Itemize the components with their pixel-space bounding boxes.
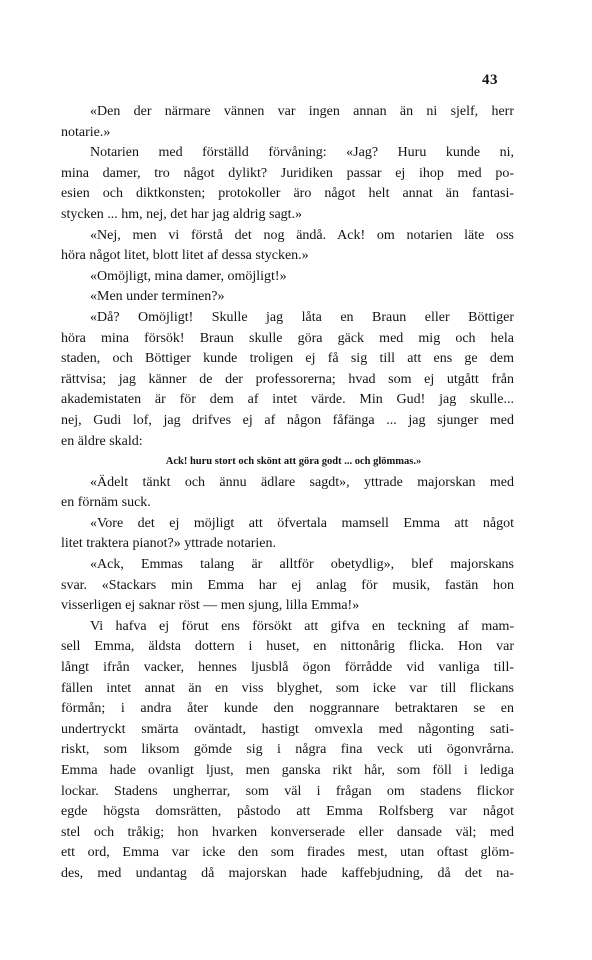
text-line: stel och tråkig; hon hvarken konverserade eller dansade väl; med bbox=[61, 824, 514, 840]
text-line: sell Emma, äldsta dottern i huset, en nittonårig flicka. Hon var bbox=[61, 639, 514, 655]
text-line: ett ord, Emma var icke den som firades mest, utan oftast glöm- bbox=[61, 845, 514, 861]
text-line: litet traktera pianot?» yttrade notarien. bbox=[61, 536, 276, 552]
text-line: lockar. Stadens ungherrar, som väl i frågan om stadens flickor bbox=[61, 783, 514, 799]
text-line: «Den der närmare vännen var ingen annan än ni sjelf, herr bbox=[90, 104, 514, 119]
text-line: staden, och Böttiger kunde troligen ej få sig till att ens ge dem bbox=[61, 351, 514, 367]
text-line: riskt, som liksom gömde sig i några fina veck uti ögonvrårna. bbox=[61, 742, 514, 758]
text-line: fällen intet annat än en viss blyghet, som icke var till flickans bbox=[61, 680, 514, 696]
text-line: Notarien med förställd förvåning: «Jag? Huru kunde ni, bbox=[90, 145, 514, 161]
text-line: des, med undantag då majorskan hade kaffebjudning, då det na- bbox=[61, 865, 514, 881]
text-line: «Då? Omöjligt! Skulle jag låta en Braun eller Böttiger bbox=[90, 309, 514, 325]
text-line: rättvisa; jag känner de der professorerna; hvad som ej utgått från bbox=[61, 371, 514, 387]
page-number: 43 bbox=[482, 72, 498, 88]
text-line: egde högsta domsrätten, påstodo att Emma Rolfsberg var något bbox=[61, 804, 514, 820]
text-line: «Ädelt tänkt och ännu ädlare sagdt», yttrade majorskan med bbox=[90, 474, 514, 490]
text-line: höra mina försök! Braun skulle göra gäck med mig och hela bbox=[61, 330, 514, 346]
body-text bbox=[61, 102, 514, 885]
text-line: «Vore det ej möjligt att öfvertala mamsell Emma att något bbox=[90, 515, 514, 531]
text-line: esien och diktkonsten; protokoller äro något helt annat än fantasi- bbox=[61, 186, 514, 202]
text-line: en förnäm suck. bbox=[61, 495, 151, 511]
text-line: långt ifrån vacker, hennes ljusblå ögon förrådde vid vanliga till- bbox=[61, 660, 514, 676]
text-line: undertryckt smärta oväntadt, hastigt omvexla med någonting sati- bbox=[61, 721, 514, 737]
text-line: mina damer, tro något dylikt? Juridiken passar ej ihop med po- bbox=[61, 165, 514, 181]
text-line: akademistaten är för dem af intet värde. Min Gud! jag skulle... bbox=[61, 392, 514, 408]
text-line: höra något litet, blott litet af dessa stycken.» bbox=[61, 248, 309, 264]
text-line: förmån; i andra åter kunde den noggrannare betraktaren se en bbox=[61, 701, 514, 717]
text-line: «Men under terminen?» bbox=[90, 289, 225, 305]
text-line: «Ack, Emmas talang är alltför obetydlig», blef majorskans bbox=[90, 557, 514, 573]
text-line: en äldre skald: bbox=[61, 433, 143, 449]
text-line: Vi hafva ej förut ens försökt att gifva en teckning af mam- bbox=[90, 618, 514, 634]
text-line: «Nej, men vi förstå det nog ändå. Ack! om notarien läte oss bbox=[90, 227, 514, 243]
text-line: svar. «Stackars min Emma har ej anlag för musik, fastän hon bbox=[61, 577, 514, 593]
text-line: notarie.» bbox=[61, 124, 111, 140]
verse-quote: Ack! huru stort och skönt att göra godt ... och glömmas.» bbox=[165, 456, 422, 468]
text-line: visserligen ej saknar röst — men sjung, lilla Emma!» bbox=[61, 598, 360, 614]
text-line: nej, Gudi lof, jag drifves ej af någon fåfänga ... jag sjunger med bbox=[61, 412, 514, 428]
text-line: «Omöjligt, mina damer, omöjligt!» bbox=[90, 268, 287, 284]
text-line: stycken ... hm, nej, det har jag aldrig sagt.» bbox=[61, 206, 303, 222]
text-line: Emma hade ovanligt ljust, men ganska rikt hår, som föll i lediga bbox=[61, 763, 514, 778]
